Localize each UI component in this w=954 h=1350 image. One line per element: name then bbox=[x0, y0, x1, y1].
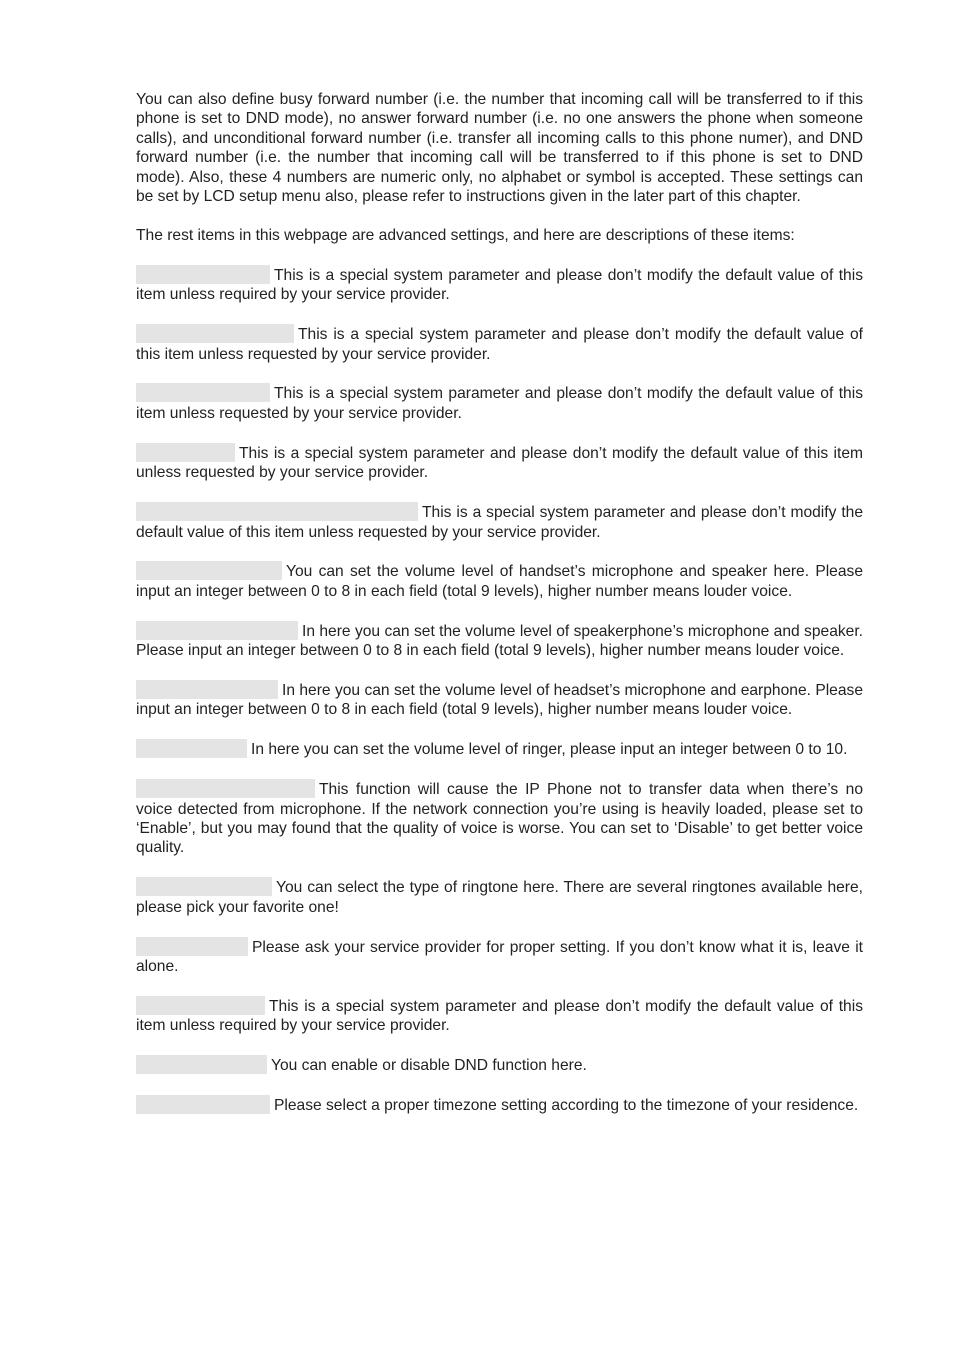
setting-item-6 bbox=[136, 561, 863, 601]
item-description: This is a special system parameter and please don’t modify the default value of this item unless requested by your service provider. bbox=[136, 326, 863, 363]
redacted-term bbox=[136, 383, 270, 402]
redacted-term bbox=[136, 324, 294, 343]
redacted-term bbox=[136, 621, 298, 640]
item-description: This is a special system parameter and please don’t modify the default value of this item unless requested by your service provider. bbox=[136, 504, 863, 541]
setting-item-5 bbox=[136, 502, 863, 542]
redacted-term bbox=[136, 877, 272, 896]
setting-item-13 bbox=[136, 996, 863, 1036]
setting-item-11 bbox=[136, 877, 863, 917]
setting-item-14 bbox=[136, 1055, 863, 1075]
setting-item-4 bbox=[136, 443, 863, 483]
redacted-term bbox=[136, 443, 235, 462]
setting-item-9 bbox=[136, 739, 863, 759]
redacted-term bbox=[136, 502, 418, 521]
item-description: Please ask your service provider for proper setting. If you don’t know what it is, leave it alone. bbox=[136, 938, 863, 976]
setting-item-10 bbox=[136, 779, 863, 858]
setting-item-7 bbox=[136, 621, 863, 661]
setting-item-1 bbox=[136, 265, 863, 305]
redacted-term bbox=[136, 680, 278, 699]
intro-paragraph-advanced: The rest items in this webpage are advanced settings, and here are descriptions of these items: bbox=[136, 226, 795, 244]
item-description: Please select a proper timezone setting according to the timezone of your residence. bbox=[274, 1097, 859, 1115]
setting-item-15 bbox=[136, 1095, 863, 1115]
item-description: You can enable or disable DND function here. bbox=[271, 1057, 587, 1075]
item-description: In here you can set the volume level of headset’s microphone and earphone. Please input an integer between 0 to 8 in each field (total 9 levels), higher number means louder voice. bbox=[136, 682, 863, 719]
item-description: You can set the volume level of handset’s microphone and speaker here. Please input an integer between 0 to 8 in each field (total 9 levels), higher number means louder voice. bbox=[136, 563, 863, 600]
setting-item-8 bbox=[136, 680, 863, 720]
item-description: This is a special system parameter and please don’t modify the default value of this item unless requested by your service provider. bbox=[136, 444, 863, 482]
redacted-term bbox=[136, 1095, 270, 1114]
redacted-term bbox=[136, 561, 282, 580]
redacted-term bbox=[136, 937, 248, 956]
item-description: This is a special system parameter and please don’t modify the default value of this item unless required by your service provider. bbox=[136, 266, 863, 304]
redacted-term bbox=[136, 779, 315, 798]
setting-item-3 bbox=[136, 383, 863, 423]
redacted-term bbox=[136, 996, 265, 1015]
item-description: In here you can set the volume level of speakerphone’s microphone and speaker. Please input an integer between 0 to 8 in each field (total 9 levels), higher number means louder voice. bbox=[136, 622, 863, 660]
document-page bbox=[136, 90, 863, 1135]
item-description: You can select the type of ringtone here. There are several ringtones available here, please pick your favorite one! bbox=[136, 879, 863, 916]
setting-item-2 bbox=[136, 324, 863, 364]
setting-item-12 bbox=[136, 937, 863, 977]
redacted-term bbox=[136, 1055, 267, 1074]
item-description: This is a special system parameter and please don’t modify the default value of this item unless requested by your service provider. bbox=[136, 385, 863, 422]
intro-paragraph-forwarding: You can also define busy forward number (i.e. the number that incoming call will be transferred to if this phone is set to DND mode), no answer forward number (i.e. no one answers the phone when someone calls), and unconditional forward number (i.e. transfer all incoming calls to this phone numer), and DND forward number (i.e. the number that incoming call will be transferred to if this phone is set to DND mode). Also, these 4 numbers are numeric only, no alphabet or symbol is accepted. These settings can be set by LCD setup menu also, please refer to instructions given in the later part of this chapter. bbox=[136, 91, 863, 206]
item-description: This function will cause the IP Phone not to transfer data when there’s no voice detected from microphone. If the network connection you’re using is heavily loaded, please set to ‘Enable’, but you may found that the quality of voice is worse. You can set to ‘Disable’ to get better voice quality. bbox=[136, 781, 863, 857]
item-description: This is a special system parameter and please don’t modify the default value of this item unless required by your service provider. bbox=[136, 998, 863, 1035]
redacted-term bbox=[136, 739, 247, 758]
item-description: In here you can set the volume level of ringer, please input an integer between 0 to 10. bbox=[251, 741, 848, 759]
redacted-term bbox=[136, 265, 270, 284]
